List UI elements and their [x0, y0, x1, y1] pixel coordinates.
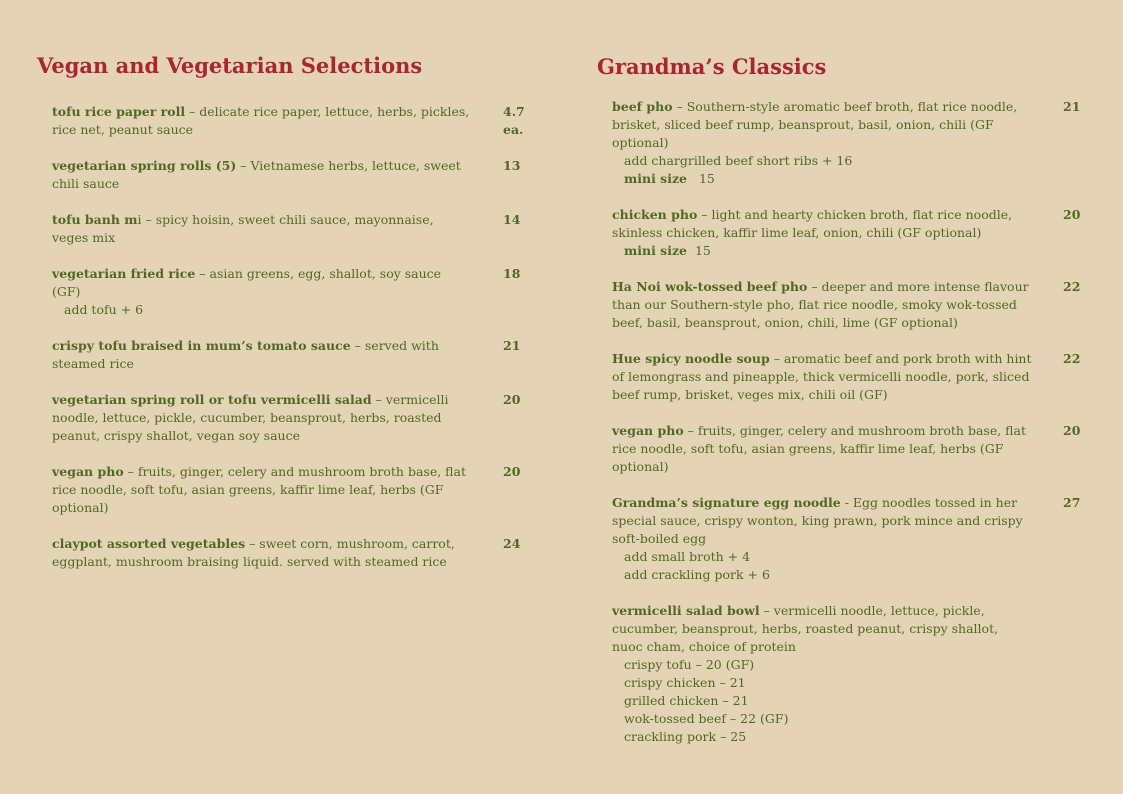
menu-item-vegetarian-spring-rolls: [52, 157, 547, 193]
item-price: 20: [1063, 423, 1081, 438]
menu-item-vermicelli-salad-bowl: [612, 602, 1084, 746]
item-add-on: add crackling pork + 6: [624, 567, 770, 582]
mini-size-price: 15: [698, 171, 715, 186]
item-description: – vermicelli noodle, lettuce, pickle, cucumber, beansprout, herbs, roasted peanut, crispy shallot, vegan soy sauce: [52, 392, 449, 443]
item-description: – delicate rice paper, lettuce, herbs, pickles, rice net, peanut sauce: [52, 104, 470, 137]
item-name: vegan pho: [52, 464, 124, 479]
item-description: – vermicelli noodle, lettuce, pickle, cucumber, beansprout, herbs, roasted peanut, crispy shallot, nuoc cham, choice of protein: [612, 603, 999, 654]
item-price: 20: [503, 392, 521, 407]
item-name: tofu banh m: [52, 212, 138, 227]
item-description: – sweet corn, mushroom, carrot, eggplant, mushroom braising liquid. served with steamed rice: [52, 536, 455, 569]
item-price: 22: [1063, 279, 1081, 294]
item-price: 14: [503, 212, 521, 227]
item-description: – aromatic beef and pork broth with hint of lemongrass and pineapple, thick vermicelli noodle, pork, sliced beef rump, brisket, veges mix, chili oil (GF): [612, 351, 1032, 402]
item-price: 22: [1063, 351, 1081, 366]
item-description: – Southern-style aromatic beef broth, flat rice noodle, brisket, sliced beef rump, beansprout, basil, onion, chili (GF optional): [612, 99, 1018, 150]
item-price: 21: [503, 338, 521, 353]
mini-size-option: [612, 170, 1084, 188]
protein-option: crispy chicken – 21: [624, 675, 746, 690]
menu-item-chicken-pho: [612, 206, 1084, 260]
menu-item-crispy-tofu-braised: [52, 337, 547, 373]
mini-size-label: mini size: [624, 171, 688, 186]
protein-option: crispy tofu – 20 (GF): [624, 657, 755, 672]
item-name: vermicelli salad bowl: [612, 603, 760, 618]
item-name: crispy tofu braised in mum’s tomato sauce: [52, 338, 351, 353]
item-name: vegan pho: [612, 423, 684, 438]
item-description: i – spicy hoisin, sweet chili sauce, mayonnaise, veges mix: [52, 212, 434, 245]
section-title-classics: Grandma’s Classics: [597, 54, 827, 79]
menu-item-claypot-vegetables: [52, 535, 547, 571]
item-name: Hue spicy noodle soup: [612, 351, 770, 366]
menu-item-vegan-pho: [52, 463, 547, 517]
item-name: tofu rice paper roll: [52, 104, 186, 119]
classics-menu-list: [612, 98, 1084, 764]
item-name: chicken pho: [612, 207, 698, 222]
item-description: – fruits, ginger, celery and mushroom broth base, flat rice noodle, soft tofu, asian greens, kaffir lime leaf, herbs (GF optional): [612, 423, 1026, 474]
item-description: – Vietnamese herbs, lettuce, sweet chili sauce: [52, 158, 461, 191]
item-price: 4.7 ea.: [503, 104, 525, 137]
protein-option: grilled chicken – 21: [624, 693, 749, 708]
menu-item-hue-spicy-noodle-soup: [612, 350, 1084, 404]
item-name: claypot assorted vegetables: [52, 536, 246, 551]
item-name: vegetarian spring rolls (5): [52, 158, 237, 173]
item-price: 20: [503, 464, 521, 479]
mini-size-option: [612, 242, 1084, 260]
menu-item-signature-egg-noodle: [612, 494, 1084, 584]
item-price: 27: [1063, 495, 1081, 510]
item-price: 18: [503, 266, 521, 281]
menu-item-tofu-banh-mi: [52, 211, 547, 247]
menu-item-vermicelli-salad-vegetarian: [52, 391, 547, 445]
item-add-on: add chargrilled beef short ribs + 16: [624, 153, 853, 168]
menu-item-vegan-pho-classic: [612, 422, 1084, 476]
item-description: – fruits, ginger, celery and mushroom broth base, flat rice noodle, soft tofu, asian greens, kaffir lime leaf, herbs (GF optional): [52, 464, 466, 515]
item-price: 24: [503, 536, 521, 551]
protein-option: wok-tossed beef – 22 (GF): [624, 711, 789, 726]
item-name: Ha Noi wok-tossed beef pho: [612, 279, 808, 294]
section-title-vegetarian: Vegan and Vegetarian Selections: [37, 53, 423, 78]
item-description: – deeper and more intense flavour than our Southern-style pho, flat rice noodle, smoky wok-tossed beef, basil, beansprout, onion, chili, lime (GF optional): [612, 279, 1029, 330]
item-name: Grandma’s signature egg noodle: [612, 495, 841, 510]
item-add-on: add tofu + 6: [64, 302, 144, 317]
menu-item-vegetarian-fried-rice: [52, 265, 547, 319]
item-description: – asian greens, egg, shallot, soy sauce (GF): [52, 266, 442, 299]
item-name: vegetarian spring roll or tofu vermicelli salad: [52, 392, 372, 407]
item-name: vegetarian fried rice: [52, 266, 196, 281]
item-add-on: add small broth + 4: [624, 549, 751, 564]
item-description: – light and hearty chicken broth, flat rice noodle, skinless chicken, kaffir lime leaf, onion, chili (GF optional): [612, 207, 1013, 240]
vegetarian-menu-list: [52, 103, 547, 589]
menu-item-beef-pho: [612, 98, 1084, 188]
item-price: 21: [1063, 99, 1081, 114]
item-name: beef pho: [612, 99, 673, 114]
menu-item-hanoi-beef-pho: [612, 278, 1084, 332]
menu-item-tofu-rice-paper-roll: [52, 103, 547, 139]
item-description: – served with steamed rice: [52, 338, 439, 371]
mini-size-label: mini size: [624, 243, 688, 258]
protein-option: crackling pork – 25: [624, 729, 747, 744]
item-description: - Egg noodles tossed in her special sauce, crispy wonton, king prawn, pork mince and crispy soft-boiled egg: [612, 495, 1023, 546]
item-price: 13: [503, 158, 521, 173]
item-price: 20: [1063, 207, 1081, 222]
mini-size-price: 15: [694, 243, 711, 258]
